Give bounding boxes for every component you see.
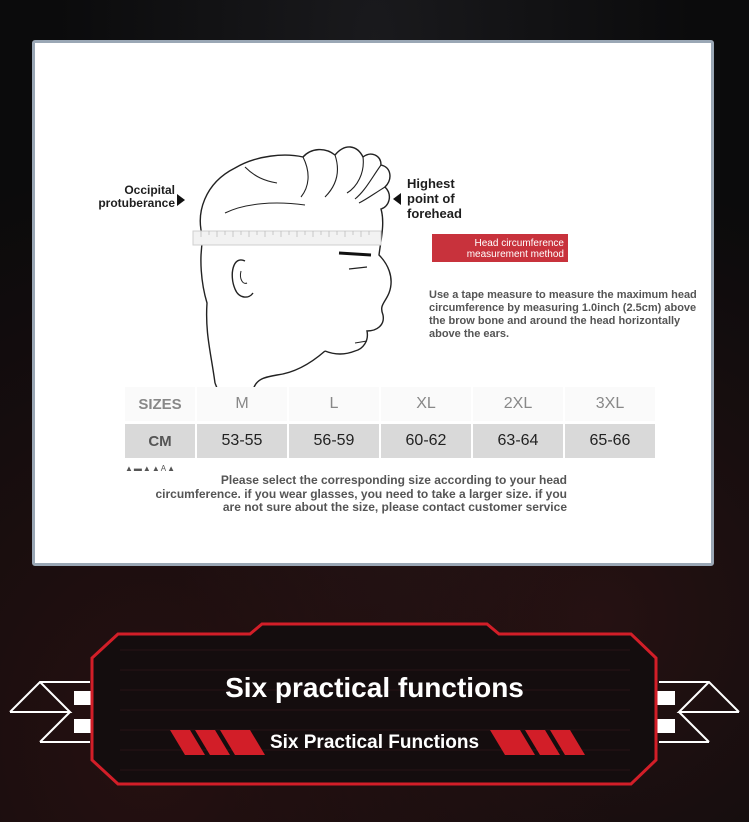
size-note: Please select the corresponding size according to your head circumference. if you wear glasses, you need to take a larger size. if you are not sure about the size, please contact customer service xyxy=(155,473,567,514)
cm-cell: 53-55 xyxy=(196,423,288,459)
size-cell: XL xyxy=(380,387,472,423)
cm-cell: 56-59 xyxy=(288,423,380,459)
size-cell: 2XL xyxy=(472,387,564,423)
highest-point-label: Highest point of forehead xyxy=(407,176,462,221)
head-illustration xyxy=(185,143,415,393)
banner-frame xyxy=(0,620,749,790)
banner-subtitle: Six Practical Functions xyxy=(269,732,480,753)
banner-title: Six practical functions xyxy=(225,672,524,703)
sizes-header: SIZES xyxy=(125,387,196,423)
sizing-card xyxy=(32,40,714,566)
size-cell: L xyxy=(288,387,380,423)
size-cell: 3XL xyxy=(564,387,656,423)
functions-banner xyxy=(0,620,749,790)
size-cell: M xyxy=(196,387,288,423)
cm-cell: 63-64 xyxy=(472,423,564,459)
cm-cell: 60-62 xyxy=(380,423,472,459)
arrow-right-icon xyxy=(177,194,185,206)
cm-cell: 65-66 xyxy=(564,423,656,459)
measurement-instructions: Use a tape measure to measure the maximum head circumference by measuring 1.0inch (2.5cm) above the brow bone and around the head horizontally above the ears. xyxy=(429,289,697,340)
cm-row xyxy=(125,423,656,459)
occipital-label: Occipital protuberance xyxy=(98,183,175,210)
size-row xyxy=(125,387,656,423)
arrow-left-icon xyxy=(393,193,401,205)
method-badge: Head circumference measurement method xyxy=(432,234,568,262)
cm-header: CM xyxy=(125,423,196,459)
size-table xyxy=(125,387,657,458)
faint-mark: ▲▬▲▲A▲ xyxy=(125,464,177,473)
